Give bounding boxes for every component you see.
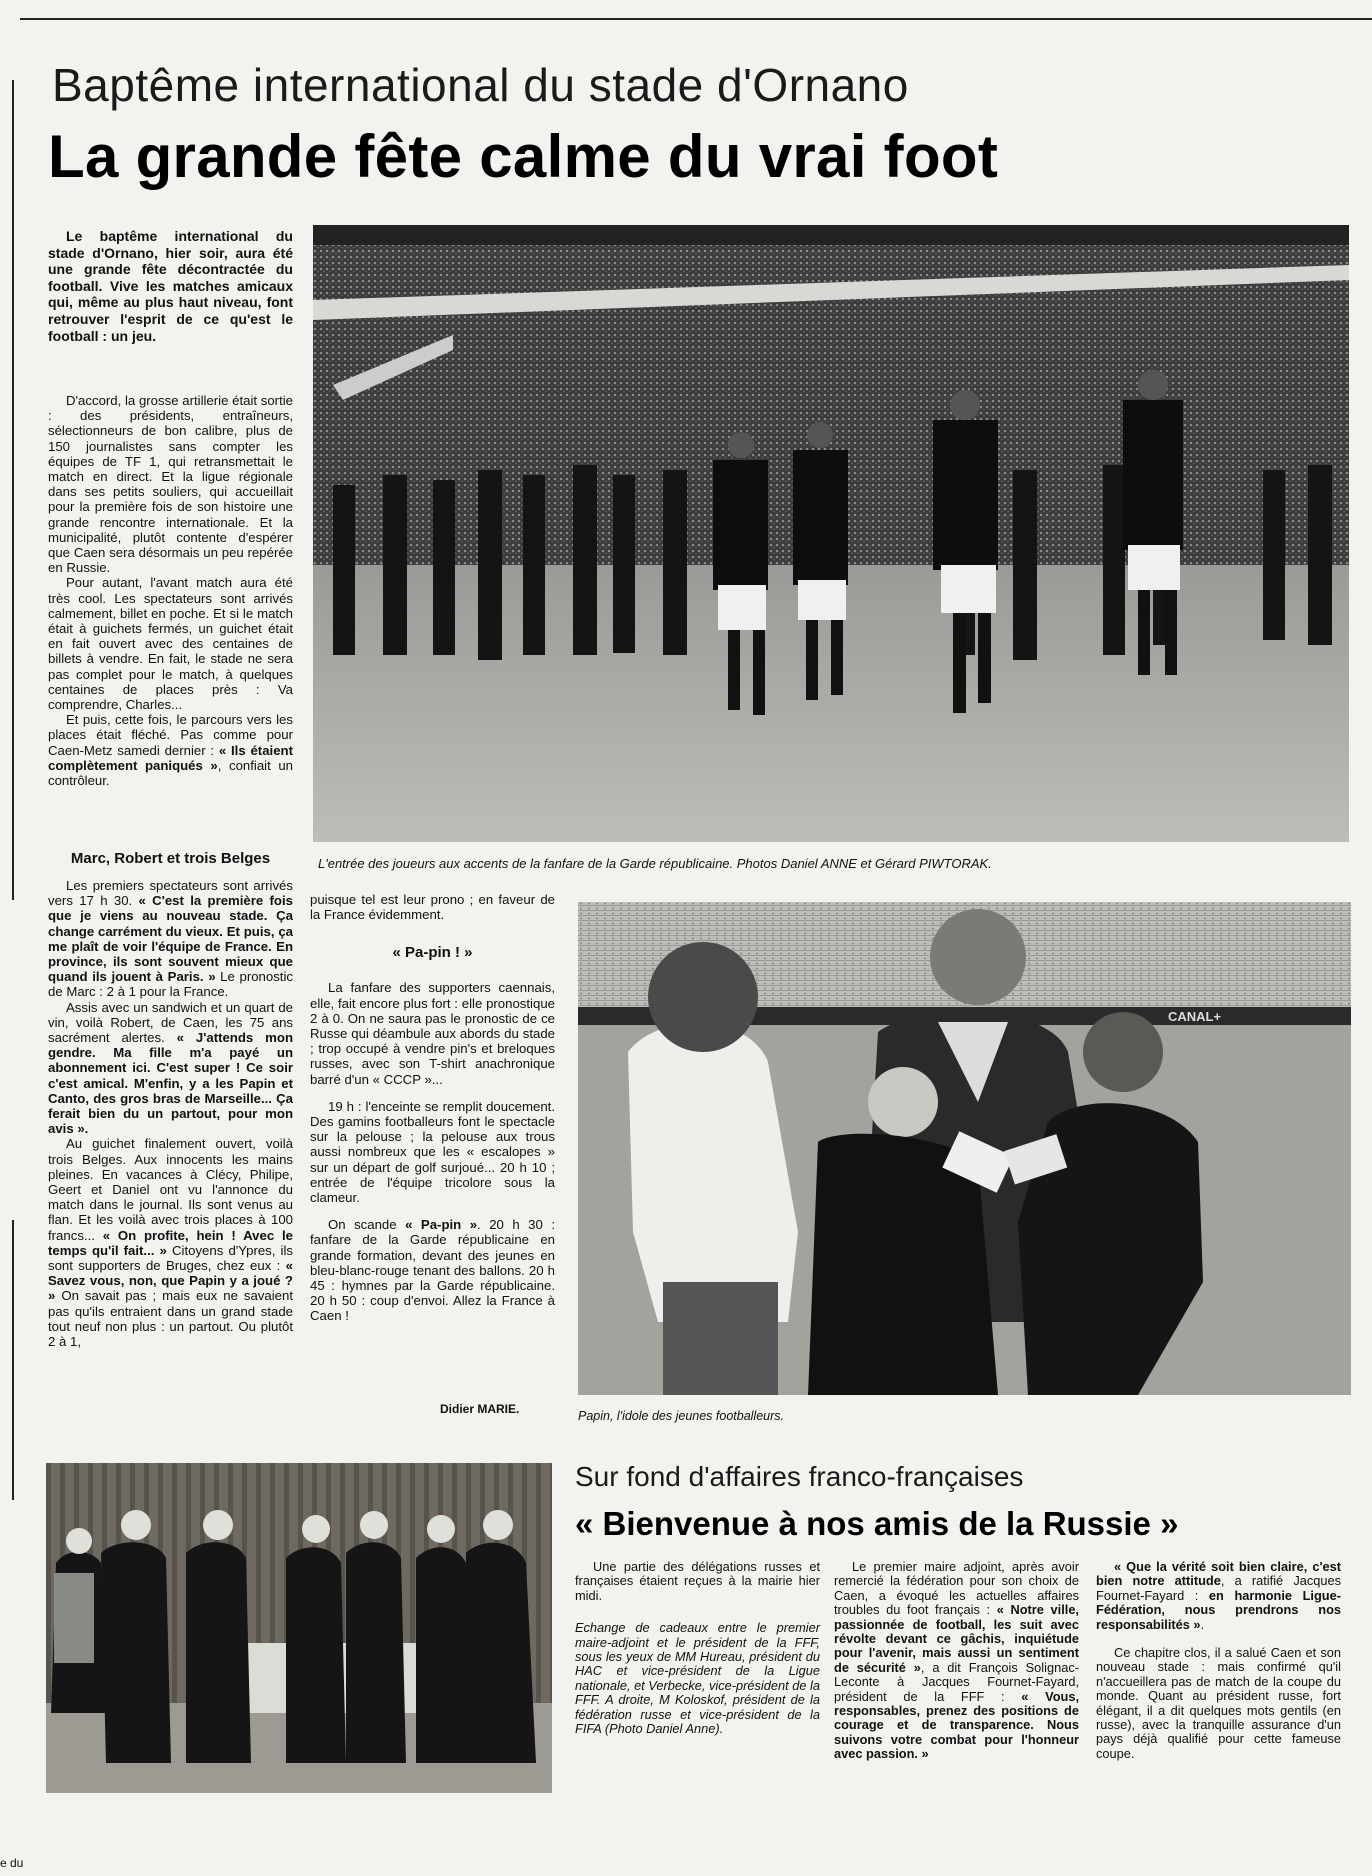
- paragraph: Le premier maire adjoint, après avoir remercié la fédération pour son choix de Caen, a évoqué les actuelles affaires troubles du foot français : « Notre ville, passionnée de football, les suit avec révolte devant ce gâchis, inquiétude pour l'avenir, mais aussi un sentiment de sécurité », a dit François Solignac-Leconte à Jacques Fournet-Fayard, président de la FFF : « Vous, responsables, prenez des positions de courage et de transparence. Nous suivons votre combat pour l'honneur avec passion. »: [834, 1559, 1079, 1762]
- caption-papin-photo: Papin, l'idole des jeunes footballeurs.: [578, 1409, 784, 1423]
- header-rule: [20, 18, 1372, 20]
- photo-caption-mairie: Echange de cadeaux entre le premier maire-adjoint et le président de la FFF, sous les yeux de MM Hureau, président du HAC et vice-président de la Ligue nationale, et Verbecke, vice-président de la FFF. A droite, M Koloskof, président de la fédération russe et vice-président de la FIFA (Photo Daniel Anne).: [575, 1620, 820, 1737]
- paragraph: 19 h : l'enceinte se remplit doucement. Des gamins footballeurs font le spectacle sur la pelouse ; la pelouse aux trous aussi nombreux que les « escalopes » sur un départ de golf surjoué... 20 h 10 ; entrée de l'équipe tricolore sous la clameur.: [310, 1098, 555, 1206]
- paragraph: « Que la vérité soit bien claire, c'est bien notre attitude, a ratifié Jacques Fournet-Fayard : en harmonie Ligue-Fédération, nous prendrons nos responsabilités ».: [1096, 1559, 1342, 1632]
- subhead-marc-robert: Marc, Robert et trois Belges: [70, 850, 271, 867]
- article-col1-lower: [48, 850, 293, 1349]
- author-signature: Didier MARIE.: [440, 1402, 520, 1416]
- sidebar-col2: [834, 1560, 1079, 1762]
- paragraph: Et puis, cette fois, le parcours vers les places était fléché. Pas comme pour Caen-Metz samedi dernier : « Ils étaient complètement paniqués », confiait un contrôleur.: [48, 712, 293, 789]
- photo-mairie-reception: [46, 1463, 552, 1793]
- photo-players-entrance-image: [313, 225, 1349, 842]
- paragraph: D'accord, la grosse artillerie était sortie : des présidents, entraîneurs, sélectionneurs de bon calibre, plus de 150 journalistes sans compter les équipes de TF 1, qui retransmettait le match en direct. Et la ligue régionale dans ses petits souliers, qui accueillait pour la première fois de son histoire une grande rencontre internationale. Et la municipalité, plutôt contente d'espérer que Caen sera désormais un peu repérée en Russie.: [48, 393, 293, 576]
- article-lede: Le baptême international du stade d'Ornano, hier soir, aura été une grande fête décontractée du football. Vive les matches amicaux qui, même au plus haut niveau, font retrouver l'esprit de ce qu'est le football : un jeu.: [48, 228, 293, 344]
- stadium-banner-text: CANAL+: [1168, 1009, 1222, 1024]
- paragraph: Au guichet finalement ouvert, voilà trois Belges. Aux innocents les mains pleines. En vacances à Clécy, Philipe, Geert et Daniel ont vu l'annonce du match dans le journal. Ils sont venus au flan. Et les voilà avec trois places à 100 francs... « On profite, hein ! Avec le temps qu'il fait... » Citoyens d'Ypres, ils sont supporters de Bruges, chez eux : « Savez vous, non, que Papin y a joué ? » On savait pas ; mais eux ne savaient pas qu'ils entraient dans un grand stade tout neuf non plus : un partout. Ou plutôt 2 à 1,: [48, 1136, 293, 1350]
- paragraph: Assis avec un sandwich et un quart de vin, voilà Robert, de Caen, les 75 ans sacrément alertes. « J'attends mon gendre. Ma fille m'a payé un abonnement ici. C'est super ! Ce soir c'est amical. M'enfin, y a les Papin et Canto, des gros bras de Marseille... Ça ferait bien du un partout, pour mon avis ».: [48, 999, 293, 1137]
- edge-rule: [12, 1220, 14, 1500]
- paragraph: Pour autant, l'avant match aura été très cool. Les spectateurs sont arrivés calmement, billet en poche. Et si le match était à guichets fermés, un guichet était en fait ouvert avec des centaines de billets à vendre. En fait, le stade ne sera pas complet pour le match, à quelques centaines de places près : Va comprendre, Charles...: [48, 575, 293, 713]
- paragraph: puisque tel est leur prono ; en faveur de la France évidemment.: [310, 892, 555, 923]
- caption-main-photo: L'entrée des joueurs aux accents de la fanfare de la Garde républicaine. Photos Daniel ANNE et Gérard PIWTORAK.: [318, 856, 992, 871]
- sidebar-col1: [575, 1560, 820, 1736]
- article-headline: La grande fête calme du vrai foot: [48, 123, 999, 190]
- photo-players-entrance: [313, 225, 1349, 842]
- photo-papin-youngsters: [578, 902, 1351, 1395]
- paragraph: On scande « Pa-pin ». 20 h 30 : fanfare de la Garde républicaine en grande formation, devant des jeunes en bleu-blanc-rouge tenant des ballons. 20 h 45 : hymnes par la Garde républicaine. 20 h 50 : coup d'envoi. Allez la France à Caen !: [310, 1217, 555, 1324]
- photo-papin-youngsters-image: [578, 902, 1351, 1395]
- edge-rule: [12, 80, 14, 900]
- sidebar-headline: « Bienvenue à nos amis de la Russie »: [575, 1505, 1179, 1542]
- paragraph: Les premiers spectateurs sont arrivés vers 17 h 30. « C'est la première fois que je viens au nouveau stade. Ça change carrément du vieux. Et puis, ça me plaît de voir l'équipe de France. En province, ils sont souvent mieux que quand ils jouent à Paris. » Le pronostic de Marc : 2 à 1 pour la France.: [48, 878, 293, 1000]
- photo-mairie-reception-image: [46, 1463, 552, 1793]
- sidebar-kicker: Sur fond d'affaires franco-françaises: [575, 1461, 1024, 1492]
- sidebar-col3: [1096, 1560, 1341, 1761]
- article-col2: [310, 892, 555, 1324]
- adjacent-column-edge: [0, 60, 14, 1840]
- article-kicker: Baptême international du stade d'Ornano: [52, 59, 909, 111]
- paragraph: Une partie des délégations russes et françaises étaient reçues à la mairie hier midi.: [575, 1559, 820, 1603]
- edge-text: e du: [0, 1856, 24, 1870]
- paragraph: La fanfare des supporters caennais, elle, fait encore plus fort : elle pronostique 2 à 0. On ne saura pas le pronostic de ce Russe qui déambule aux abords du stade ; trop occupé à vendre pin's et breloques russes, avec son T-shirt anachronique barré d'un « CCCP »...: [310, 980, 555, 1087]
- article-col1-upper: [48, 393, 293, 788]
- paragraph: Ce chapitre clos, il a salué Caen et son nouveau stade : mais confirmé qu'il n'accueillera pas de match de la coupe du monde. Quant au président russe, fort élégant, il a dit quelques mots gentils (en russe), avec la tranquille assurance d'un pays déjà qualifié pour cette fameuse coupe.: [1096, 1645, 1341, 1761]
- subhead-papin: « Pa-pin ! »: [392, 944, 473, 962]
